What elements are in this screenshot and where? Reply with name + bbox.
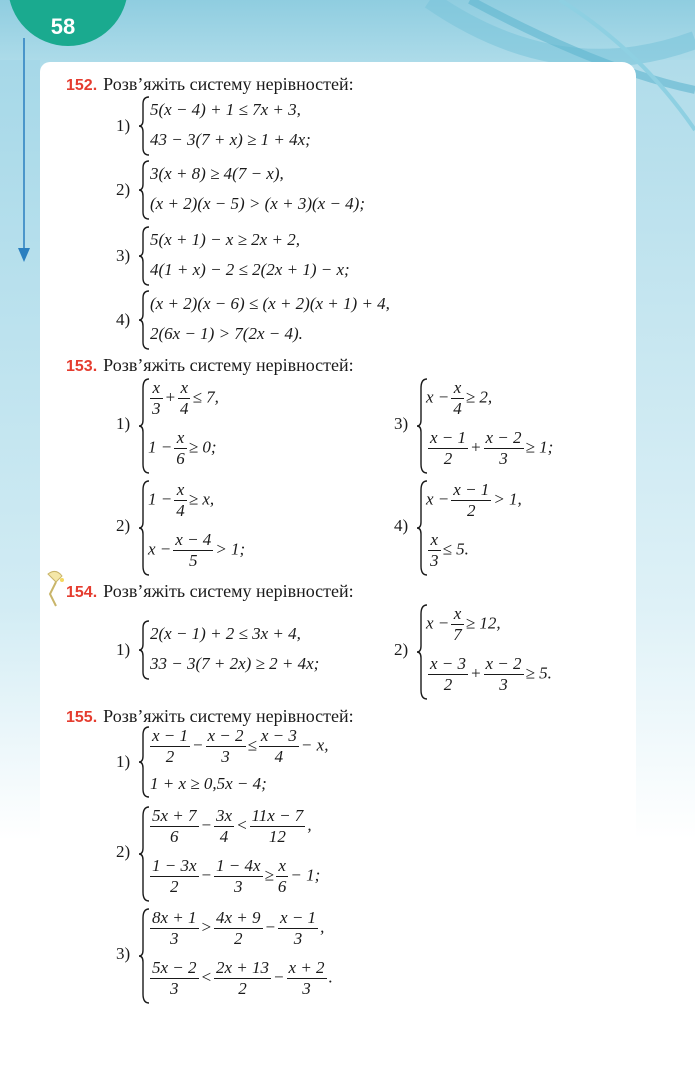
inequality-line: $\frac{x}{3}$ ≤ 5. (430, 530, 469, 570)
problem-number: 153. (66, 358, 98, 375)
brace-icon (138, 160, 150, 220)
inequality-line: $\frac{8x + 1}{3}$ > $\frac{4x + 9}{2}$ − $\frac{x - 1}{3}$ , (152, 908, 325, 948)
item-label: 1) (116, 640, 131, 659)
content-card (40, 62, 636, 1083)
fraction: $\frac{x}{4}$ (176, 480, 185, 520)
inequality-line: $\frac{5x + 7}{6}$ − $\frac{3x}{4}$ < $\frac{11x - 7}{12}$ , (152, 806, 312, 846)
inequality-line: 1 − $\frac{x}{6}$ ≥ 0; (148, 428, 217, 468)
inequality-line: 2(6x − 1) > 7(2x − 4). (150, 324, 303, 343)
inequality-line: (x + 2)(x − 6) ≤ (x + 2)(x + 1) + 4, (150, 294, 390, 313)
item-label: 3) (394, 414, 409, 433)
problem-154-header (66, 581, 354, 602)
item-label: 4) (394, 516, 409, 535)
inequality-line: 3(x + 8) ≥ 4(7 − x), (150, 164, 284, 183)
problem-title: Розв’яжіть систему нерівностей: (103, 74, 354, 94)
item-label: 2) (394, 640, 409, 659)
page-number: 58 (50, 14, 76, 39)
fraction: $\frac{x - 3}{4}$ (260, 726, 297, 766)
fraction: $\frac{x - 1}{2}$ (152, 726, 189, 766)
inequality-line: x − $\frac{x - 1}{2}$ > 1, (426, 480, 522, 520)
item-label: 1) (116, 116, 131, 135)
lamp-icon (44, 568, 66, 608)
fraction: $\frac{1 - 3x}{2}$ (152, 856, 197, 896)
inequality-line: 5(x − 4) + 1 ≤ 7x + 3, (150, 100, 301, 119)
fraction: $\frac{x - 3}{2}$ (430, 654, 467, 694)
problem-153-header (66, 355, 354, 376)
inequality-line: 2(x − 1) + 2 ≤ 3x + 4, (150, 624, 301, 643)
right-margin-background (635, 60, 695, 840)
problem-title: Розв’яжіть систему нерівностей: (103, 706, 354, 726)
inequality-line: $\frac{x - 3}{2}$ + $\frac{x - 2}{3}$ ≥ 5. (430, 654, 552, 694)
inequality-line: $\frac{x - 1}{2}$ − $\frac{x - 2}{3}$ ≤ $\frac{x - 3}{4}$ − x, (152, 726, 329, 766)
inequality-line: 1 + x ≥ 0,5x − 4; (150, 774, 267, 793)
fraction: $\frac{5x + 7}{6}$ (152, 806, 197, 846)
inequality-line: $\frac{x - 1}{2}$ + $\frac{x - 2}{3}$ ≥ 1; (430, 428, 554, 468)
fraction: $\frac{x}{6}$ (277, 856, 287, 896)
problem-title: Розв’яжіть систему нерівностей: (103, 355, 354, 375)
problem-152-header (66, 74, 354, 95)
fraction: $\frac{x - 2}{3}$ (207, 726, 244, 766)
fraction: $\frac{x - 4}{5}$ (175, 530, 212, 570)
fraction: $\frac{x - 2}{3}$ (485, 428, 522, 468)
item-label: 1) (116, 752, 131, 771)
item-label: 2) (116, 180, 131, 199)
fraction: $\frac{x - 2}{3}$ (485, 654, 522, 694)
brace-icon (138, 290, 150, 350)
brace-icon (138, 620, 150, 680)
fraction: $\frac{x}{3}$ (430, 530, 439, 570)
problem-number: 152. (66, 77, 98, 94)
item-label: 4) (116, 310, 131, 329)
fraction: $\frac{x - 1}{2}$ (453, 480, 490, 520)
margin-arrow-icon (16, 38, 32, 268)
fraction: $\frac{5x - 2}{3}$ (152, 958, 197, 998)
fraction: $\frac{4x + 9}{2}$ (216, 908, 261, 948)
fraction: $\frac{8x + 1}{3}$ (152, 908, 197, 948)
inequality-line: 4(1 + x) − 2 ≤ 2(2x + 1) − x; (150, 260, 350, 279)
item-label: 2) (116, 516, 131, 535)
fraction: $\frac{x - 1}{3}$ (280, 908, 317, 948)
inequality-line: 43 − 3(7 + x) ≥ 1 + 4x; (150, 130, 311, 149)
inequality-line: $\frac{x}{3}$ + $\frac{x}{4}$ ≤ 7, (152, 378, 219, 418)
inequality-line: $\frac{1 - 3x}{2}$ − $\frac{1 - 4x}{3}$ ≥ $\frac{x}{6}$ − 1; (152, 856, 321, 896)
inequality-line: 5(x + 1) − x ≥ 2x + 2, (150, 230, 300, 249)
item-label: 2) (116, 842, 131, 861)
fraction: $\frac{11x - 7}{12}$ (251, 806, 304, 846)
fraction: $\frac{x}{6}$ (176, 428, 185, 468)
fraction: $\frac{x}{7}$ (453, 604, 462, 644)
inequality-line: $\frac{5x - 2}{3}$ < $\frac{2x + 13}{2}$ − $\frac{x + 2}{3}$ . (152, 958, 333, 998)
brace-icon (138, 226, 150, 286)
inequality-line: 33 − 3(7 + 2x) ≥ 2 + 4x; (150, 654, 320, 673)
inequality-line: x − $\frac{x - 4}{5}$ > 1; (148, 530, 246, 570)
problem-number: 155. (66, 709, 98, 726)
fraction: $\frac{x}{4}$ (453, 378, 462, 418)
item-label: 3) (116, 246, 131, 265)
inequality-line: x − $\frac{x}{4}$ ≥ 2, (426, 378, 493, 418)
fraction: $\frac{x}{4}$ (179, 378, 189, 418)
inequality-line: (x + 2)(x − 5) > (x + 3)(x − 4); (150, 194, 365, 213)
brace-icon (138, 96, 150, 156)
fraction: $\frac{2x + 13}{2}$ (216, 958, 270, 998)
problem-title: Розв’яжіть систему нерівностей: (103, 581, 354, 601)
problem-number: 154. (66, 584, 98, 601)
item-label: 3) (116, 944, 131, 963)
fraction: $\frac{x}{3}$ (152, 378, 161, 418)
inequality-line: 1 − $\frac{x}{4}$ ≥ x, (148, 480, 215, 520)
fraction: $\frac{1 - 4x}{3}$ (216, 856, 261, 896)
fraction: $\frac{x - 1}{2}$ (430, 428, 467, 468)
fraction: $\frac{3x}{4}$ (216, 806, 233, 846)
item-label: 1) (116, 414, 131, 433)
fraction: $\frac{x + 2}{3}$ (288, 958, 325, 998)
inequality-line: x − $\frac{x}{7}$ ≥ 12, (426, 604, 501, 644)
problem-155-header (66, 706, 354, 727)
